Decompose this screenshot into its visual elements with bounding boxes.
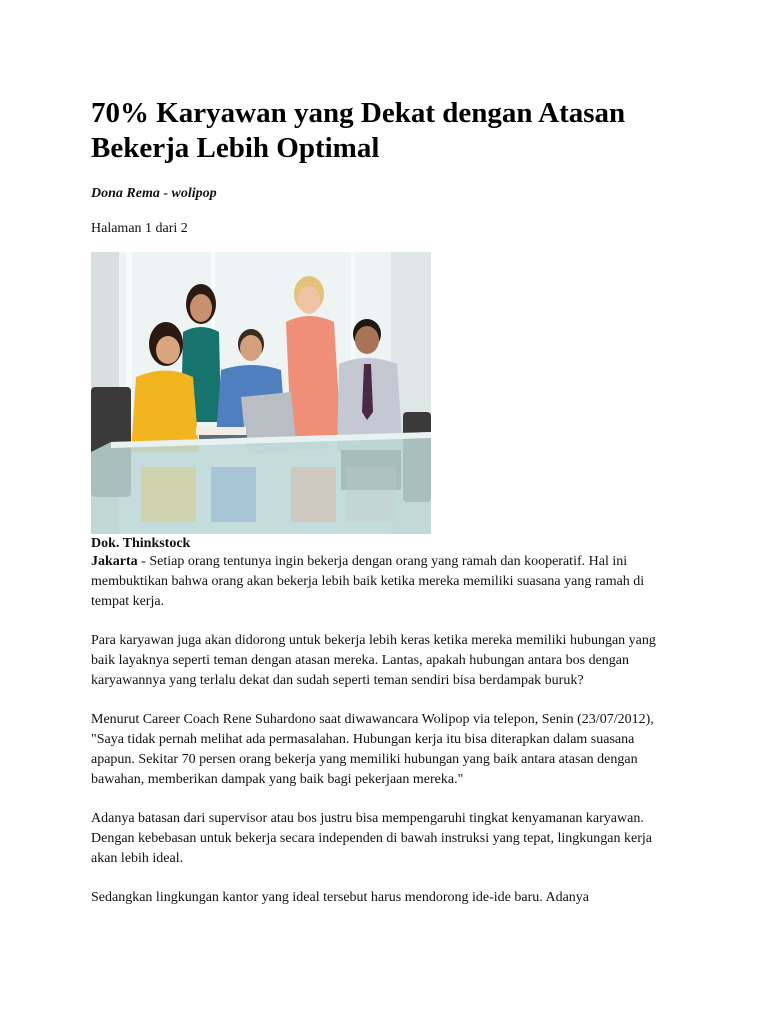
byline: Dona Rema - wolipop <box>91 186 217 201</box>
body-paragraph-3: Adanya batasan dari supervisor atau bos justru bisa mempengaruhi tingkat kenyamanan karyawan. Dengan kebebasan untuk bekerja secara independen di bawah instruksi yang tepat, lingkungan kerja akan lebih ideal. <box>91 811 652 866</box>
lead-paragraph <box>91 552 681 612</box>
article-photo <box>91 252 431 534</box>
title-line-2: Bekerja Lebih Optimal <box>91 132 380 164</box>
article-title <box>91 96 681 166</box>
body-paragraph-4: Sedangkan lingkungan kantor yang ideal tersebut harus mendorong ide-ide baru. Adanya <box>91 890 590 905</box>
dateline: Jakarta <box>91 554 138 569</box>
body-paragraph-2: Menurut Career Coach Rene Suhardono saat diwawancara Wolipop via telepon, Senin (23/07/2012), "Saya tidak pernah melihat ada permasalahan. Hubungan kerja itu bisa diterapkan dalam suasana apapun. Sekitar 70 persen orang bekerja yang memiliki hubungan yang baik antara atasan dengan bawahan, memberikan dampak yang baik bagi pekerjaan mereka." <box>91 712 654 787</box>
lead-text: - Setiap orang tentunya ingin bekerja dengan orang yang ramah dan kooperatif. Hal ini membuktikan bahwa orang akan bekerja lebih baik ketika mereka memiliki suasana yang ramah di tempat kerja. <box>91 554 645 609</box>
photo-caption: Dok. Thinkstock <box>91 536 191 551</box>
page-indicator: Halaman 1 dari 2 <box>91 221 188 236</box>
body-paragraph-1: Para karyawan juga akan didorong untuk bekerja lebih keras ketika mereka memiliki hubungan yang baik layaknya seperti teman dengan atasan mereka. Lantas, apakah hubungan antara bos dengan karyawannya yang terlalu dekat dan sudah seperti teman sendiri bisa berdampak buruk? <box>91 633 656 688</box>
title-line-1: 70% Karyawan yang Dekat dengan Atasan <box>91 97 626 129</box>
office-team-illustration <box>91 252 431 534</box>
article <box>91 96 681 927</box>
